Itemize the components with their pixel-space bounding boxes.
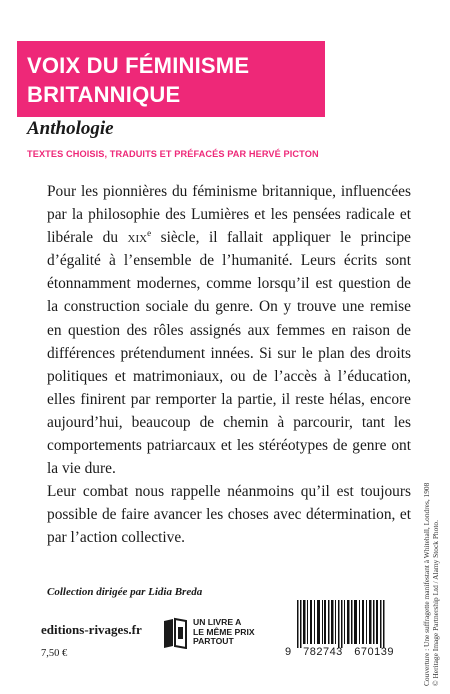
book-title-line-2: BRITANNIQUE: [27, 82, 181, 107]
century-numeral: xix: [127, 229, 148, 247]
editor-credit: TEXTES CHOISIS, TRADUITS ET PRÉFACÉS PAR HERVÉ PICTON: [27, 149, 319, 159]
photo-credit-line-1: Couverture : Une suffragette manifestant à Whitehall, Londres, 1908: [422, 482, 431, 686]
isbn-digit-group: 9: [285, 646, 292, 658]
blurb-paragraph-1: [47, 180, 411, 480]
title-banner: [17, 41, 325, 117]
collection-editor: Collection dirigée par Lidia Breda: [47, 586, 203, 598]
book-subtitle: Anthologie: [27, 118, 114, 139]
blurb-text-start: Pour les pionnières du féminisme britannique, influencées par la philosophie des Lumières et les pensées radicale et libérale du: [47, 183, 411, 247]
same-price-line: LE MÊME PRIX: [193, 626, 255, 637]
same-price-label: [193, 618, 255, 647]
isbn-barcode: [285, 594, 398, 670]
isbn-digits: [285, 646, 398, 658]
book-price-law-logo-icon: [162, 617, 188, 649]
isbn-digit-group: 670139: [354, 646, 394, 658]
back-cover-blurb: [47, 180, 411, 550]
cover-photo-credit: [423, 483, 441, 686]
barcode-bars-icon: [289, 600, 395, 648]
book-price: 7,50 €: [41, 648, 68, 659]
book-title-line-1: VOIX DU FÉMINISME: [27, 53, 250, 78]
blurb-paragraph-2: Leur combat nous rappelle néanmoins qu’il est toujours possible de faire avancer les choses avec détermination, et par l’action collective.: [47, 483, 411, 547]
isbn-digit-group: 782743: [303, 646, 343, 658]
same-price-line: PARTOUT: [193, 636, 234, 647]
photo-credit-line-2: © Heritage Image Partnership Ltd / Alamy Stock Photo.: [430, 520, 440, 686]
blurb-text-end: siècle, il fallait appliquer le principe d’égalité à l’ensemble de l’humanité. Leurs écrits sont étonnamment modernes, comme lorsqu’il est question de la construction sociale du genre. On y trouve une remise en question des rôles assignés aux femmes en raison de différences prétendument innées. Si sur le plan des droits politiques et matrimoniaux, ou de l’accès à l’éducation, elles finirent par remporter la partie, il reste hélas, encore aujourd’hui, beaucoup de chemin à parcourir, tant les comportements patriarcaux et les stéréotypes de genre ont la vie dure.: [47, 229, 411, 478]
publisher-website[interactable]: editions-rivages.fr: [41, 622, 142, 637]
century-suffix: e: [147, 228, 152, 239]
same-price-line: UN LIVRE A: [193, 617, 242, 627]
